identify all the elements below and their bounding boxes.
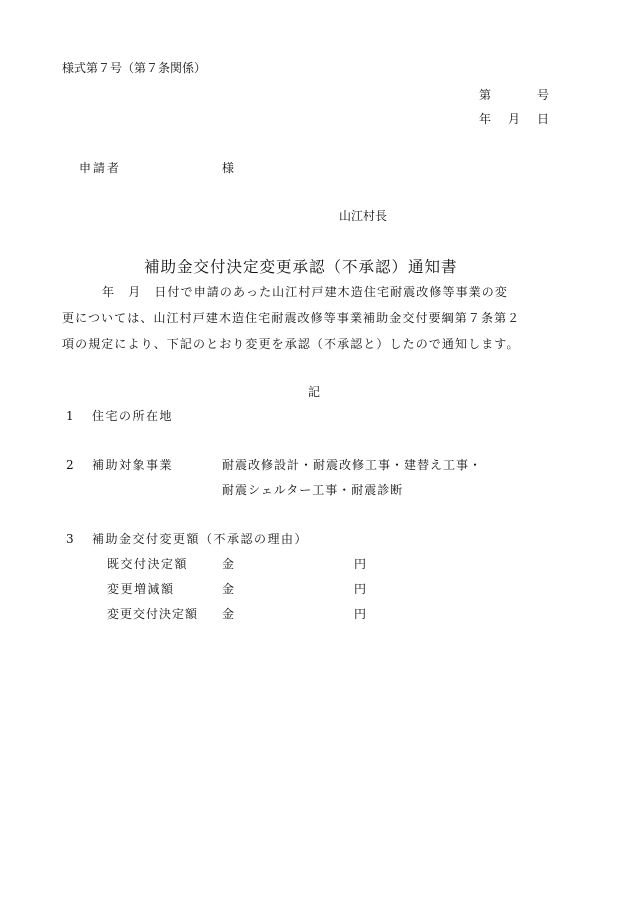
applicant-label: 申請者 bbox=[79, 161, 122, 175]
item-1-label: 住宅の所在地 bbox=[92, 409, 174, 423]
row-existing-decision-kin: 金 bbox=[222, 557, 235, 571]
number-dai: 第 bbox=[479, 88, 492, 102]
row-existing-decision-yen: 円 bbox=[354, 557, 367, 571]
row-changed-decision-kin: 金 bbox=[222, 607, 235, 621]
applicant-honorific: 様 bbox=[222, 161, 235, 175]
item-2-number: 2 bbox=[66, 458, 74, 472]
item-2-value-line-1: 耐震改修設計・耐震改修工事・建替え工事・ bbox=[222, 458, 483, 472]
date-month: 月 bbox=[508, 112, 521, 126]
date-year: 年 bbox=[479, 112, 492, 126]
body-line-3: 項の規定により、下記のとおり変更を承認（不承認と）したので通知します。 bbox=[62, 337, 520, 351]
row-existing-decision-label: 既交付決定額 bbox=[107, 557, 189, 571]
row-change-amount-label: 変更増減額 bbox=[107, 582, 175, 596]
row-changed-decision-label: 変更交付決定額 bbox=[107, 607, 199, 621]
item-2-label: 補助対象事業 bbox=[92, 458, 174, 472]
issuer-name: 山江村長 bbox=[339, 209, 388, 223]
number-go: 号 bbox=[537, 88, 550, 102]
item-2-value-line-2: 耐震シェルター工事・耐震診断 bbox=[222, 483, 404, 497]
row-change-amount-yen: 円 bbox=[354, 582, 367, 596]
date-day: 日 bbox=[537, 112, 550, 126]
item-3-number: 3 bbox=[66, 532, 74, 546]
document-title: 補助金交付決定変更承認（不承認）通知書 bbox=[144, 258, 458, 276]
row-changed-decision-yen: 円 bbox=[354, 607, 367, 621]
ki-heading: 記 bbox=[308, 385, 321, 399]
item-1-number: 1 bbox=[66, 409, 74, 423]
body-line-1: 年 月 日付で申請のあった山江村戸建木造住宅耐震改修等事業の変 bbox=[102, 285, 508, 299]
form-label: 様式第７号（第７条関係） bbox=[62, 61, 207, 75]
row-change-amount-kin: 金 bbox=[222, 582, 235, 596]
body-line-2: 更については、山江村戸建木造住宅耐震改修等事業補助金交付要綱第７条第２ bbox=[62, 311, 521, 325]
item-3-label: 補助金交付変更額（不承認の理由） bbox=[92, 532, 309, 546]
